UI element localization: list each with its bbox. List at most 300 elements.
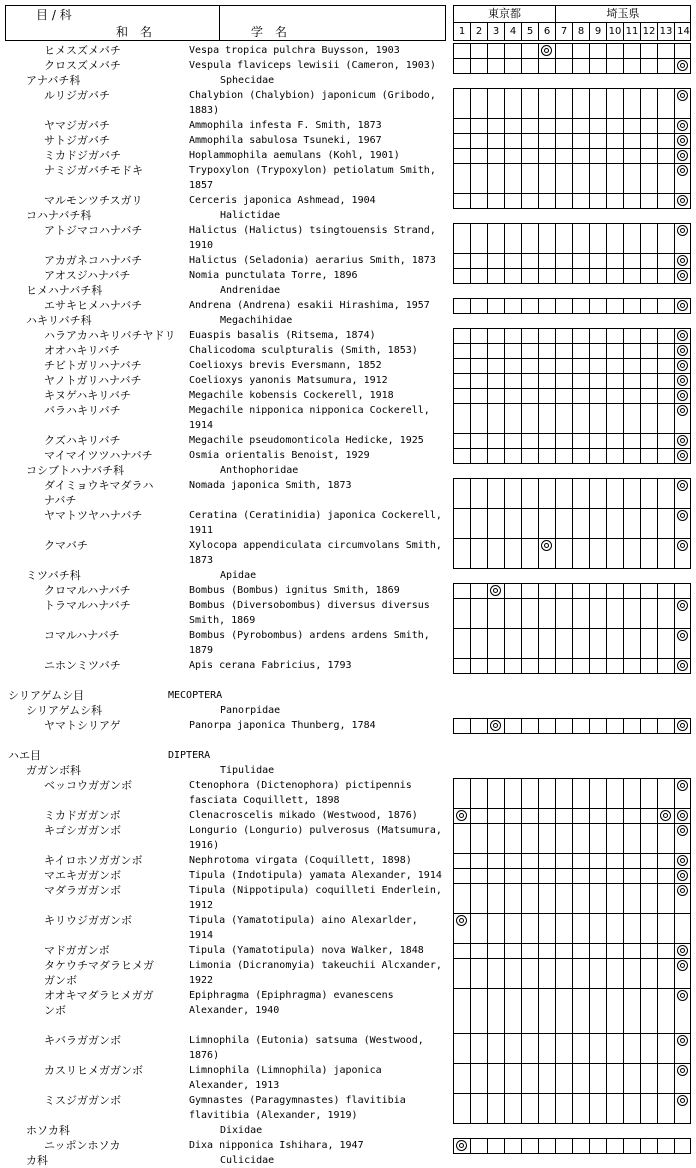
occurrence-grid <box>453 328 691 344</box>
grid-cell-divider <box>454 134 675 148</box>
occurrence-grid <box>453 193 691 209</box>
family-row <box>0 568 450 583</box>
grid-cell-divider <box>454 194 675 208</box>
species-row <box>0 598 450 628</box>
species-row <box>0 328 450 343</box>
species-row <box>0 1093 450 1123</box>
occurrence-grid <box>453 823 691 854</box>
scientific-name: Chalybion (Chalybion) japonicum (Gribodo, <box>189 90 436 101</box>
occurrence-mark-icon <box>677 60 688 71</box>
scientific-name: 1916) <box>189 840 220 851</box>
japanese-name: ミカドガガンボ <box>44 809 121 822</box>
family-name-jp: ガガンボ科 <box>26 764 81 777</box>
order-name-latin: MECOPTERA <box>168 690 223 701</box>
occurrence-grid <box>453 583 691 599</box>
grid-cell-divider <box>454 914 675 943</box>
grid-cell-divider <box>454 359 675 373</box>
scientific-name: fasciata Coquillett, 1898 <box>189 795 340 806</box>
species-row <box>0 853 450 868</box>
occurrence-mark-icon <box>456 915 467 926</box>
species-row <box>0 373 450 388</box>
family-name-latin: Halictidae <box>220 210 281 221</box>
family-row <box>0 703 450 718</box>
occurrence-mark-icon <box>677 135 688 146</box>
scientific-name: Apis cerana Fabricius, 1793 <box>189 660 352 671</box>
japanese-name: ルリジガバチ <box>44 89 110 102</box>
family-name-latin: Dixidae <box>220 1125 263 1136</box>
occurrence-mark-icon <box>677 630 688 641</box>
grid-cell-divider <box>454 1094 675 1123</box>
occurrence-grid <box>453 598 691 629</box>
japanese-name: ヤノトガリハナバチ <box>44 374 142 387</box>
column-number: 12 <box>641 23 658 40</box>
scientific-name: flavitibia (Alexander, 1919) <box>189 1110 358 1121</box>
japanese-name: トラマルハナバチ <box>44 599 131 612</box>
occurrence-mark-icon <box>456 810 467 821</box>
scientific-name: Megachile nipponica nipponica Cockerell, <box>189 405 430 416</box>
occurrence-grid <box>453 1093 691 1124</box>
table-header-right <box>453 5 691 41</box>
japanese-name: ハラアカハキリバチヤドリ <box>44 329 176 342</box>
scientific-name: Bombus (Bombus) ignitus Smith, 1869 <box>189 585 400 596</box>
scientific-name: Trypoxylon (Trypoxylon) petiolatum Smith, <box>189 165 436 176</box>
scientific-name: Gymnastes (Paragymnastes) flavitibia <box>189 1095 406 1106</box>
column-number: 4 <box>505 23 522 40</box>
occurrence-grid <box>453 223 691 254</box>
grid-cell-divider <box>454 809 675 823</box>
occurrence-mark-icon <box>677 1035 688 1046</box>
header-divider <box>219 6 220 40</box>
japanese-name: ミカドジガバチ <box>44 149 121 162</box>
scientific-name: 1914 <box>189 930 214 941</box>
scientific-name: Smith, 1869 <box>189 615 256 626</box>
japanese-name: クズハキリバチ <box>44 434 121 447</box>
order-name-jp: ハエ目 <box>8 749 41 762</box>
japanese-name: アカガネコハナバチ <box>44 254 143 267</box>
species-row <box>0 538 450 568</box>
family-name-jp: シリアゲムシ科 <box>26 704 103 717</box>
occurrence-mark-icon <box>677 435 688 446</box>
scientific-name: 1910 <box>189 240 214 251</box>
japanese-name: オオハキリバチ <box>44 344 121 357</box>
japanese-name: ニッポンホソカ <box>44 1139 121 1152</box>
occurrence-grid <box>453 268 691 284</box>
japanese-name: クロマルハナバチ <box>44 584 131 597</box>
occurrence-mark-icon <box>677 150 688 161</box>
species-row <box>0 58 450 73</box>
grid-cell-divider <box>454 374 675 388</box>
grid-cell-divider <box>454 344 675 358</box>
grid-cell-divider <box>454 854 675 868</box>
japanese-name: カスリヒメガガンボ <box>44 1064 143 1077</box>
occurrence-grid <box>453 478 691 509</box>
occurrence-mark-icon <box>677 945 688 956</box>
column-number: 8 <box>573 23 590 40</box>
family-row <box>0 1153 450 1168</box>
japanese-name: タケウチマダラヒメガ ガンボ <box>44 959 154 987</box>
grid-cell-divider <box>454 1064 675 1093</box>
species-row <box>0 883 450 913</box>
occurrence-mark-icon <box>677 405 688 416</box>
japanese-name: クマバチ <box>44 539 88 552</box>
species-row <box>0 343 450 358</box>
family-name-latin: Sphecidae <box>220 75 275 86</box>
grid-cell-divider <box>454 254 675 268</box>
grid-cell-divider <box>454 539 675 568</box>
family-name-latin: Anthophoridae <box>220 465 299 476</box>
scientific-name: Nomada japonica Smith, 1873 <box>189 480 352 491</box>
scientific-name: Clenacroscelis mikado (Westwood, 1876) <box>189 810 418 821</box>
japanese-name: バラハキリバチ <box>44 404 121 417</box>
occurrence-mark-icon <box>677 510 688 521</box>
grid-cell-divider <box>454 149 675 163</box>
species-row <box>0 448 450 463</box>
japanese-name: ベッコウガガンボ <box>44 779 132 792</box>
occurrence-mark-icon <box>677 810 688 821</box>
family-row <box>0 208 450 223</box>
header-order-family: 目 / 科 <box>36 8 72 22</box>
table-header-left <box>5 5 446 41</box>
family-name-latin: Panorpidae <box>220 705 281 716</box>
occurrence-grid <box>453 163 691 194</box>
species-row <box>0 433 450 448</box>
scientific-name: Ammophila sabulosa Tsuneki, 1967 <box>189 135 382 146</box>
species-row <box>0 118 450 133</box>
scientific-name: Euaspis basalis (Ritsema, 1874) <box>189 330 376 341</box>
occurrence-grid <box>453 853 691 869</box>
scientific-name: Bombus (Pyrobombus) ardens ardens Smith, <box>189 630 430 641</box>
occurrence-grid <box>453 388 691 404</box>
occurrence-grid <box>453 253 691 269</box>
family-row <box>0 1123 450 1138</box>
species-row <box>0 778 450 808</box>
occurrence-grid <box>453 883 691 914</box>
grid-cell-divider <box>454 119 675 133</box>
grid-cell-divider <box>454 1139 675 1153</box>
scientific-name: Limnophila (Eutonia) satsuma (Westwood, <box>189 1035 424 1046</box>
grid-cell-divider <box>454 389 675 403</box>
family-name-jp: カ科 <box>26 1154 48 1167</box>
occurrence-mark-icon <box>677 225 688 236</box>
grid-cell-divider <box>454 1034 675 1063</box>
scientific-name: Dixa nipponica Ishihara, 1947 <box>189 1140 364 1151</box>
grid-cell-divider <box>454 479 675 508</box>
occurrence-mark-icon <box>677 165 688 176</box>
grid-cell-divider <box>454 584 675 598</box>
occurrence-grid <box>453 343 691 359</box>
occurrence-mark-icon <box>677 375 688 386</box>
scientific-name: Coelioxys brevis Eversmann, 1852 <box>189 360 382 371</box>
japanese-name: キバラガガンボ <box>44 1034 121 1047</box>
scientific-name: Megachile kobensis Cockerell, 1918 <box>189 390 394 401</box>
species-row <box>0 298 450 313</box>
japanese-name: マイマイツツハナバチ <box>44 449 153 462</box>
scientific-name: Tipula (Yamatotipula) aino Alexarlder, <box>189 915 418 926</box>
grid-cell-divider <box>454 434 675 448</box>
grid-cell-divider <box>454 869 675 883</box>
occurrence-mark-icon <box>677 720 688 731</box>
species-row <box>0 628 450 658</box>
japanese-name: ミスジガガンボ <box>44 1094 121 1107</box>
japanese-name: サトジガバチ <box>44 134 110 147</box>
family-name-latin: Apidae <box>220 570 257 581</box>
scientific-name: Ammophila infesta F. Smith, 1873 <box>189 120 382 131</box>
species-row <box>0 1033 450 1063</box>
occurrence-grid <box>453 718 691 734</box>
japanese-name: マエキガガンボ <box>44 869 121 882</box>
region-saitama: 埼玉県 <box>556 6 690 23</box>
japanese-name: キゴシガガンボ <box>44 824 121 837</box>
species-row <box>0 508 450 538</box>
scientific-name: Bombus (Diversobombus) diversus diversus <box>189 600 430 611</box>
grid-cell-divider <box>454 89 675 118</box>
occurrence-mark-icon <box>677 540 688 551</box>
occurrence-mark-icon <box>677 300 688 311</box>
family-row <box>0 463 450 478</box>
occurrence-mark-icon <box>677 450 688 461</box>
species-row <box>0 358 450 373</box>
column-number: 10 <box>607 23 624 40</box>
species-row <box>0 133 450 148</box>
species-row <box>0 478 450 508</box>
occurrence-mark-icon <box>677 780 688 791</box>
scientific-name: Limonia (Dicranomyia) takeuchii Alcxander, <box>189 960 442 971</box>
occurrence-grid <box>453 433 691 449</box>
order-row <box>0 748 450 763</box>
scientific-name: 1857 <box>189 180 214 191</box>
occurrence-mark-icon <box>677 255 688 266</box>
scientific-name: Ctenophora (Dictenophora) pictipennis <box>189 780 412 791</box>
scientific-name: Halictus (Seladonia) aerarius Smith, 1873 <box>189 255 436 266</box>
species-row <box>0 808 450 823</box>
column-number: 7 <box>556 23 573 40</box>
occurrence-grid <box>453 538 691 569</box>
family-name-jp: ホソカ科 <box>26 1124 70 1137</box>
species-row <box>0 1138 450 1153</box>
species-row <box>0 958 450 988</box>
scientific-name: Xylocopa appendiculata circumvolans Smith, <box>189 540 442 551</box>
species-row <box>0 913 450 943</box>
japanese-name: ナミジガバチモドキ <box>44 164 143 177</box>
family-name-latin: Megachihidae <box>220 315 293 326</box>
column-number: 3 <box>488 23 505 40</box>
species-row <box>0 148 450 163</box>
species-row <box>0 1063 450 1093</box>
occurrence-grid <box>453 298 691 314</box>
scientific-name: Alexander, 1913 <box>189 1080 280 1091</box>
japanese-name: エサキヒメハナバチ <box>44 299 143 312</box>
occurrence-mark-icon <box>456 1140 467 1151</box>
scientific-name: Halictus (Halictus) tsingtouensis Strand, <box>189 225 436 236</box>
family-name-jp: コハナバチ科 <box>26 209 92 222</box>
japanese-name: ヤマジガバチ <box>44 119 110 132</box>
japanese-name: キリウジガガンボ <box>44 914 132 927</box>
japanese-name: ニホンミツバチ <box>44 659 121 672</box>
occurrence-grid <box>453 1138 691 1154</box>
scientific-name: Megachile pseudomonticola Hedicke, 1925 <box>189 435 424 446</box>
scientific-name: Vespula flaviceps lewisii (Cameron, 1903) <box>189 60 436 71</box>
occurrence-mark-icon <box>490 720 501 731</box>
species-row <box>0 658 450 673</box>
grid-cell-divider <box>454 779 675 808</box>
occurrence-mark-icon <box>677 870 688 881</box>
scientific-name: Panorpa japonica Thunberg, 1784 <box>189 720 376 731</box>
grid-cell-divider <box>454 224 675 253</box>
scientific-name: Alexander, 1940 <box>189 1005 280 1016</box>
scientific-name: Tipula (Indotipula) yamata Alexander, 1914 <box>189 870 442 881</box>
occurrence-grid <box>453 943 691 959</box>
scientific-name: 1883) <box>189 105 220 116</box>
column-number: 2 <box>471 23 488 40</box>
japanese-name: コマルハナバチ <box>44 629 120 642</box>
scientific-name: Ceratina (Ceratinidia) japonica Cockerell, <box>189 510 442 521</box>
grid-cell-divider <box>454 959 675 988</box>
species-row <box>0 253 450 268</box>
grid-cell-divider <box>454 269 675 283</box>
species-row <box>0 43 450 58</box>
family-row <box>0 283 450 298</box>
scientific-name: Longurio (Longurio) pulverosus (Matsumura, <box>189 825 442 836</box>
family-row <box>0 73 450 88</box>
order-name-latin: DIPTERA <box>168 750 211 761</box>
scientific-name: 1879 <box>189 645 214 656</box>
grid-cell-divider <box>454 329 675 343</box>
occurrence-grid <box>453 1033 691 1064</box>
occurrence-mark-icon <box>677 990 688 1001</box>
scientific-name: Nomia punctulata Torre, 1896 <box>189 270 358 281</box>
column-number: 5 <box>522 23 539 40</box>
scientific-name: 1911 <box>189 525 214 536</box>
grid-cell-divider <box>454 164 675 193</box>
japanese-name: クロスズメバチ <box>44 59 121 72</box>
scientific-name: Andrena (Andrena) esakii Hirashima, 1957 <box>189 300 430 311</box>
occurrence-grid <box>453 58 691 74</box>
occurrence-mark-icon <box>677 855 688 866</box>
occurrence-grid <box>453 448 691 464</box>
japanese-name: オオキマダラヒメガガ ンボ <box>44 989 154 1017</box>
species-row <box>0 88 450 118</box>
grid-cell-divider <box>454 599 675 628</box>
japanese-name: チビトガリハナバチ <box>44 359 142 372</box>
occurrence-grid <box>453 988 691 1034</box>
family-name-jp: アナバチ科 <box>26 74 81 87</box>
species-row <box>0 403 450 433</box>
column-number: 14 <box>677 26 690 37</box>
occurrence-grid <box>453 628 691 659</box>
species-row <box>0 388 450 403</box>
japanese-name: アトジマコハナバチ <box>44 224 143 237</box>
japanese-name: マダラガガンボ <box>44 884 121 897</box>
grid-cell-divider <box>454 299 675 313</box>
grid-cell-divider <box>454 629 675 658</box>
japanese-name: ヤマトツヤハナバチ <box>44 509 143 522</box>
occurrence-mark-icon <box>677 1065 688 1076</box>
occurrence-mark-icon <box>677 480 688 491</box>
column-number: 13 <box>658 23 675 40</box>
occurrence-grid <box>453 658 691 674</box>
scientific-name: Tipula (Yamatotipula) nova Walker, 1848 <box>189 945 424 956</box>
column-number: 9 <box>590 23 607 40</box>
scientific-name: 1912 <box>189 900 214 911</box>
occurrence-grid <box>453 358 691 374</box>
occurrence-grid <box>453 88 691 119</box>
grid-cell-divider <box>454 989 675 1033</box>
occurrence-grid <box>453 868 691 884</box>
occurrence-mark-icon <box>677 360 688 371</box>
scientific-name: Hoplammophila aemulans (Kohl, 1901) <box>189 150 400 161</box>
scientific-name: 1914 <box>189 420 214 431</box>
species-row <box>0 718 450 733</box>
japanese-name: キヌゲハキリバチ <box>44 389 131 402</box>
family-name-jp: コシブトハナバチ科 <box>26 464 125 477</box>
species-row <box>0 163 450 193</box>
order-row <box>0 688 450 703</box>
occurrence-mark-icon <box>677 195 688 206</box>
occurrence-mark-icon <box>677 960 688 971</box>
occurrence-mark-icon <box>677 90 688 101</box>
column-number: 1 <box>454 23 471 40</box>
species-row <box>0 868 450 883</box>
japanese-name: キイロホソガガンボ <box>44 854 143 867</box>
scientific-name: Limnophila (Limnophila) japonica <box>189 1065 382 1076</box>
species-row <box>0 823 450 853</box>
scientific-name: 1922 <box>189 975 214 986</box>
family-name-jp: ヒメハナバチ科 <box>26 284 103 297</box>
column-number: 6 <box>539 23 556 40</box>
occurrence-mark-icon <box>541 540 552 551</box>
scientific-name: Vespa tropica pulchra Buysson, 1903 <box>189 45 400 56</box>
grid-cell-divider <box>454 884 675 913</box>
occurrence-grid <box>453 508 691 539</box>
japanese-name: マドガガンボ <box>44 944 110 957</box>
scientific-name: Epiphragma (Epiphragma) evanescens <box>189 990 394 1001</box>
family-name-jp: ハキリバチ科 <box>26 314 92 327</box>
scientific-name: Osmia orientalis Benoist, 1929 <box>189 450 370 461</box>
occurrence-mark-icon <box>541 45 552 56</box>
scientific-name: 1873 <box>189 555 214 566</box>
grid-cell-divider <box>454 44 675 58</box>
occurrence-grid <box>453 1063 691 1094</box>
grid-cell-divider <box>454 719 675 733</box>
japanese-name: ダイミョウキマダラハ ナバチ <box>44 479 154 507</box>
species-row <box>0 268 450 283</box>
occurrence-mark-icon <box>677 270 688 281</box>
occurrence-mark-icon <box>677 660 688 671</box>
family-name-latin: Tipulidae <box>220 765 275 776</box>
header-japanese-name: 和 名 <box>116 25 153 39</box>
scientific-name: 1876) <box>189 1050 220 1061</box>
species-row <box>0 583 450 598</box>
column-number: 11 <box>624 23 641 40</box>
grid-cell-divider <box>454 59 675 73</box>
family-row <box>0 313 450 328</box>
species-row <box>0 943 450 958</box>
family-name-latin: Culicidae <box>220 1155 275 1166</box>
occurrence-mark-icon <box>677 825 688 836</box>
scientific-name: Tipula (Nippotipula) coquilleti Enderlein, <box>189 885 442 896</box>
japanese-name: ヒメスズメバチ <box>44 44 121 57</box>
scientific-name: Chalicodoma sculpturalis (Smith, 1853) <box>189 345 418 356</box>
occurrence-mark-icon <box>677 345 688 356</box>
scientific-name: Coelioxys yanonis Matsumura, 1912 <box>189 375 388 386</box>
species-row <box>0 193 450 208</box>
occurrence-grid <box>453 148 691 164</box>
family-row <box>0 763 450 778</box>
species-row <box>0 223 450 253</box>
region-tokyo: 東京都 <box>454 6 556 23</box>
occurrence-mark-icon <box>677 330 688 341</box>
occurrence-mark-icon <box>677 600 688 611</box>
